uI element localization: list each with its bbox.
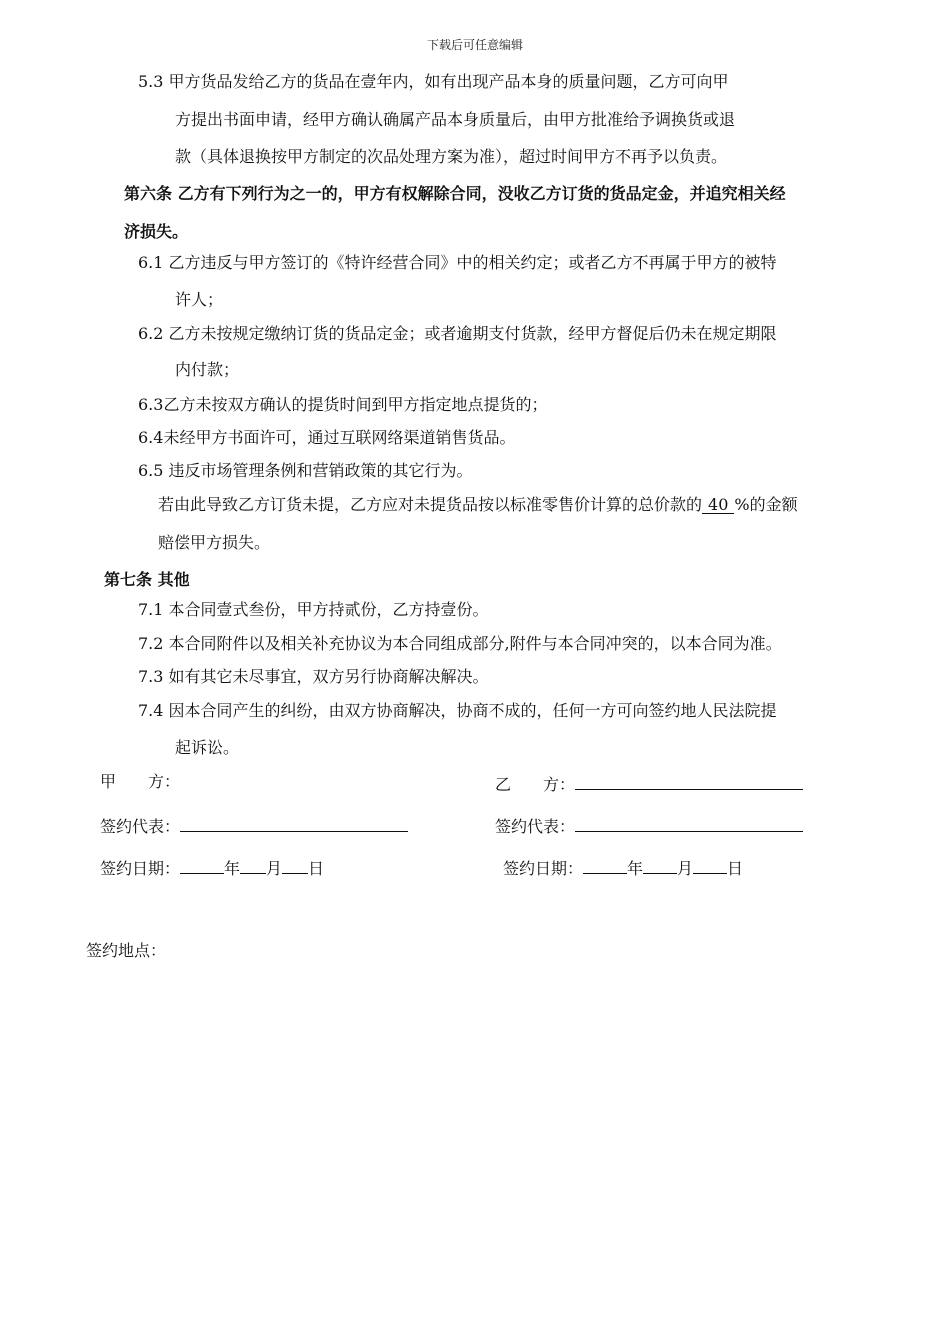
party-b-rep-field[interactable] <box>575 814 803 832</box>
party-b-day-field[interactable] <box>693 856 727 874</box>
clause-6-4: 6.4未经甲方书面许可，通过互联网络渠道销售货品。 <box>138 428 516 447</box>
party-b-field[interactable] <box>575 772 803 790</box>
party-a-rep-field[interactable] <box>180 814 408 832</box>
party-a-date-line: 签约日期： 年 月 日 <box>100 856 324 879</box>
sign-place-label: 签约地点： <box>86 941 167 960</box>
clause-6-1-line1: 6.1 乙方违反与甲方签订的《特许经营合同》中的相关约定；或者乙方不再属于甲方的被特 <box>138 253 777 272</box>
party-b-line: 乙 方： <box>495 772 803 795</box>
party-a-label: 甲 方： <box>100 772 181 791</box>
clause-7-title: 第七条 其他 <box>104 570 190 589</box>
clause-7-1: 7.1 本合同壹式叁份，甲方持贰份，乙方持壹份。 <box>138 600 489 619</box>
party-a-day-field[interactable] <box>282 856 308 874</box>
clause-6-3: 6.3乙方未按双方确认的提货时间到甲方指定地点提货的； <box>138 395 548 414</box>
page-header: 下载后可任意编辑 <box>426 38 523 52</box>
party-b-month-field[interactable] <box>643 856 677 874</box>
clause-6-2-line1: 6.2 乙方未按规定缴纳订货的货品定金；或者逾期支付货款，经甲方督促后仍未在规定期限 <box>138 324 777 343</box>
clause-7-4-line2: 起诉讼。 <box>175 738 240 757</box>
party-a-year-field[interactable] <box>180 856 224 874</box>
party-b-year-field[interactable] <box>583 856 627 874</box>
clause-6-5: 6.5 违反市场管理条例和营销政策的其它行为。 <box>138 461 473 480</box>
clause-5-3-line2: 方提出书面申请，经甲方确认确属产品本身质量后，由甲方批准给予调换货或退 <box>175 110 736 129</box>
party-a-rep-line: 签约代表： <box>100 814 408 837</box>
party-b-date-line: 签约日期： 年 月 日 <box>503 856 743 879</box>
clause-6-1-line2: 许人； <box>175 290 224 309</box>
clause-5-3-line1: 5.3 甲方货品发给乙方的货品在壹年内，如有出现产品本身的质量问题，乙方可向甲 <box>138 72 729 91</box>
clause-7-3: 7.3 如有其它未尽事宜，双方另行协商解决解决。 <box>138 667 489 686</box>
clause-7-2: 7.2 本合同附件以及相关补充协议为本合同组成部分,附件与本合同冲突的，以本合同为准。 <box>138 634 782 653</box>
party-b-rep-line: 签约代表： <box>495 814 803 837</box>
clause-6-title-line1: 第六条 乙方有下列行为之一的，甲方有权解除合同，没收乙方订货的货品定金，并追究相关经 <box>124 184 786 203</box>
clause-7-4-line1: 7.4 因本合同产生的纠纷，由双方协商解决，协商不成的，任何一方可向签约地人民法院提 <box>138 701 777 720</box>
party-a-month-field[interactable] <box>240 856 266 874</box>
clause-5-3-line3: 款（具体退换按甲方制定的次品处理方案为准），超过时间甲方不再予以负责。 <box>175 147 728 166</box>
clause-6-note-line2: 赔偿甲方损失。 <box>158 533 271 552</box>
clause-6-title-line2: 济损失。 <box>124 222 189 241</box>
clause-6-2-line2: 内付款； <box>175 360 240 379</box>
penalty-percent: 40 <box>702 496 734 514</box>
clause-6-note-line1: 若由此导致乙方订货未提，乙方应对未提货品按以标准零售价计算的总价款的 40 %的金额 <box>158 495 798 514</box>
